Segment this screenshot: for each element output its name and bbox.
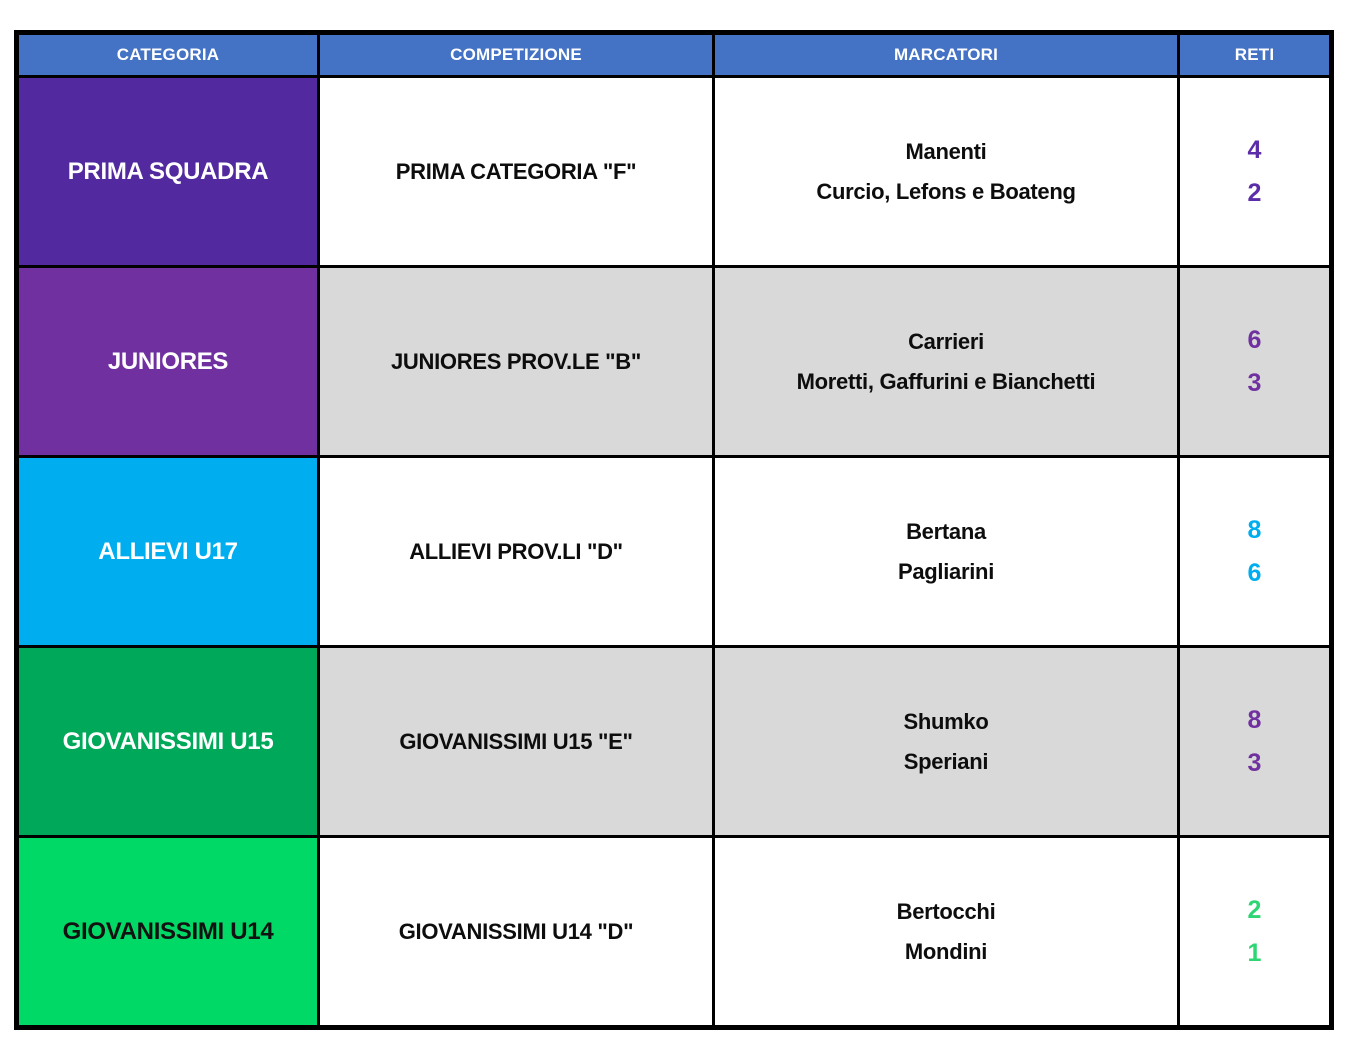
top-scorer: Manenti xyxy=(905,138,987,164)
marcatori-cell xyxy=(715,78,1177,265)
categoria-cell-giovanissimi-u14: GIOVANISSIMI U14 xyxy=(19,838,317,1025)
reti-cell xyxy=(1180,78,1329,265)
goals-top: 2 xyxy=(1247,895,1262,924)
other-scorers: Curcio, Lefons e Boateng xyxy=(816,178,1076,204)
header-competizione: COMPETIZIONE xyxy=(320,35,712,75)
goals-other: 1 xyxy=(1247,938,1262,967)
marcatori-cell xyxy=(715,838,1177,1025)
competizione-cell: JUNIORES PROV.LE "B" xyxy=(320,268,712,455)
reti-cell xyxy=(1180,458,1329,645)
marcatori-cell xyxy=(715,648,1177,835)
categoria-cell-giovanissimi-u15: GIOVANISSIMI U15 xyxy=(19,648,317,835)
categoria-cell-allievi-u17: ALLIEVI U17 xyxy=(19,458,317,645)
competizione-cell: GIOVANISSIMI U15 "E" xyxy=(320,648,712,835)
competizione-cell: ALLIEVI PROV.LI "D" xyxy=(320,458,712,645)
reti-cell xyxy=(1180,838,1329,1025)
goals-other: 3 xyxy=(1247,748,1262,777)
goals-top: 4 xyxy=(1247,135,1262,164)
categoria-cell-juniores: JUNIORES xyxy=(19,268,317,455)
top-scorer: Bertana xyxy=(906,518,986,544)
goals-other: 2 xyxy=(1247,178,1262,207)
marcatori-cell xyxy=(715,268,1177,455)
goals-other: 3 xyxy=(1247,368,1262,397)
categoria-cell-prima-squadra: PRIMA SQUADRA xyxy=(19,78,317,265)
competizione-cell: GIOVANISSIMI U14 "D" xyxy=(320,838,712,1025)
marcatori-cell xyxy=(715,458,1177,645)
top-scorer: Bertocchi xyxy=(896,898,996,924)
header-marcatori: MARCATORI xyxy=(715,35,1177,75)
goals-top: 6 xyxy=(1247,325,1262,354)
reti-cell xyxy=(1180,268,1329,455)
scorers-table xyxy=(14,30,1334,1030)
goals-top: 8 xyxy=(1247,515,1262,544)
other-scorers: Mondini xyxy=(904,938,988,964)
goals-other: 6 xyxy=(1247,558,1262,587)
other-scorers: Speriani xyxy=(903,748,989,774)
goals-top: 8 xyxy=(1247,705,1262,734)
top-scorer: Shumko xyxy=(903,708,989,734)
top-scorer: Carrieri xyxy=(908,328,984,354)
competizione-cell: PRIMA CATEGORIA "F" xyxy=(320,78,712,265)
reti-cell xyxy=(1180,648,1329,835)
other-scorers: Pagliarini xyxy=(897,558,995,584)
header-reti: RETI xyxy=(1180,35,1329,75)
other-scorers: Moretti, Gaffurini e Bianchetti xyxy=(796,368,1096,394)
header-categoria: CATEGORIA xyxy=(19,35,317,75)
